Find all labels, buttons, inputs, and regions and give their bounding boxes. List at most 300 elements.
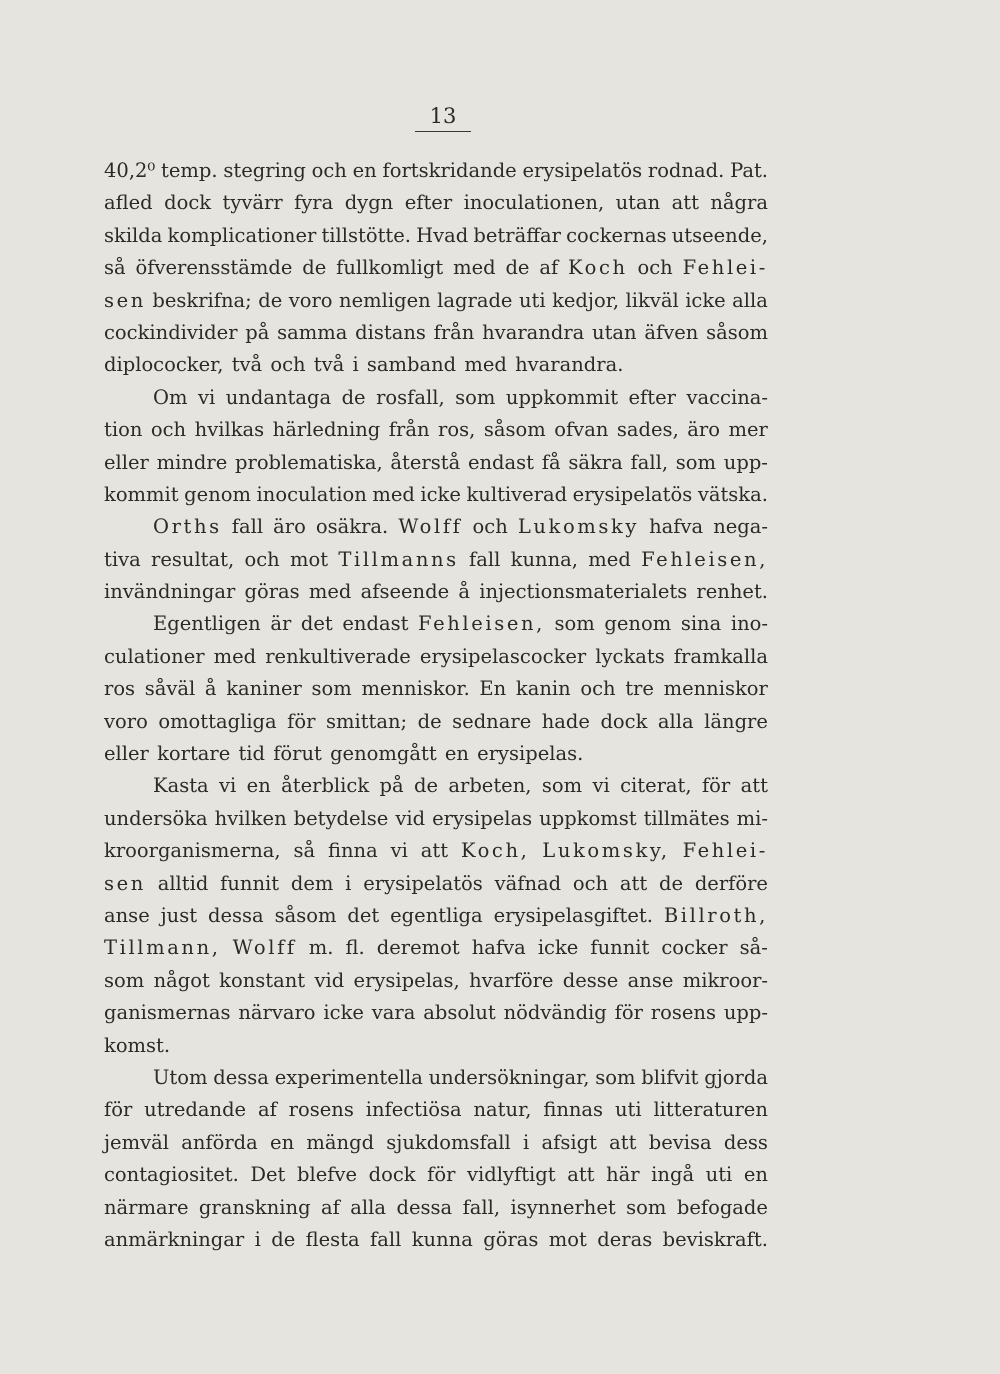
text-line	[104, 1030, 768, 1062]
word: alltid	[157, 871, 209, 895]
word: sednare	[452, 709, 532, 733]
word: Koch,	[460, 839, 530, 863]
text-line	[104, 900, 768, 932]
word: hvarandra	[482, 320, 585, 344]
word: en	[444, 742, 469, 766]
word: mot	[548, 1227, 587, 1251]
word: mot	[290, 547, 329, 571]
word: icke	[420, 482, 461, 506]
word: som	[311, 677, 352, 701]
word: fall,	[462, 1195, 501, 1219]
word: kunna	[411, 1227, 473, 1251]
word: längre	[704, 709, 768, 733]
word: från	[388, 418, 430, 442]
word: contagiositet.	[104, 1163, 239, 1187]
word: en	[246, 774, 271, 798]
word: kaniner	[226, 677, 302, 701]
word: af	[539, 256, 559, 280]
word: de	[271, 1227, 296, 1251]
text-line	[104, 414, 768, 446]
word: såsom	[706, 320, 768, 344]
word: erysipelas.	[477, 742, 584, 766]
word: härledning	[272, 418, 381, 442]
word: afled	[104, 191, 153, 215]
word: sen	[104, 871, 146, 895]
word: fyra	[294, 191, 334, 215]
word: att	[619, 871, 648, 895]
word: dessa	[396, 1195, 453, 1219]
text-line	[104, 511, 768, 543]
word: för	[287, 709, 316, 733]
word: funnit	[590, 936, 650, 960]
word: fall	[469, 547, 501, 571]
word: ros	[104, 677, 136, 701]
word: närvaro	[238, 1001, 316, 1025]
word: genom	[604, 612, 672, 636]
word: utredande	[144, 1098, 247, 1122]
word: för	[614, 1001, 643, 1025]
word: undersöka	[104, 806, 208, 830]
word: de	[417, 709, 442, 733]
word: uti	[614, 1098, 642, 1122]
word: göras	[483, 1227, 539, 1251]
word: blifvit	[641, 1065, 699, 1089]
text-line	[104, 608, 768, 640]
word: på	[379, 774, 404, 798]
word: med	[464, 353, 507, 377]
word: voro	[104, 709, 148, 733]
word: anse	[104, 903, 150, 927]
word: för	[701, 774, 731, 798]
word: arbeten,	[448, 774, 532, 798]
word: dess	[723, 1130, 768, 1154]
word: cocker	[661, 936, 728, 960]
word: sjukdomsfall	[386, 1130, 511, 1154]
word: mer	[728, 418, 768, 442]
word: Om	[153, 385, 188, 409]
word: eller	[104, 450, 149, 474]
word: dock	[164, 191, 212, 215]
word: uti	[518, 288, 546, 312]
word: Hvad	[416, 223, 469, 247]
word: två	[313, 353, 345, 377]
word: beträffar	[473, 223, 561, 247]
word: fortskridande	[382, 159, 517, 182]
word: å	[458, 580, 470, 604]
word: som	[455, 385, 496, 409]
word: komst.	[104, 1033, 171, 1057]
word: injectionsmaterialets	[479, 580, 688, 604]
word: Det	[250, 1163, 286, 1187]
word: dock	[600, 709, 648, 733]
word: kunna,	[510, 547, 578, 571]
word: som	[595, 1065, 636, 1089]
word: tion	[104, 418, 143, 442]
word: icke	[537, 936, 579, 960]
word: som	[104, 968, 145, 992]
word: nödvändig	[503, 1001, 607, 1025]
text-line	[104, 252, 768, 284]
word: Lukomsky	[517, 515, 640, 539]
word: som	[554, 612, 595, 636]
text-line	[104, 997, 768, 1029]
word: så	[293, 839, 316, 863]
word: efter	[628, 385, 676, 409]
word: fall	[231, 515, 264, 539]
word: erysipelatös	[522, 159, 643, 182]
word: afsigt	[541, 1130, 597, 1154]
word: eller	[104, 742, 149, 766]
word: isynnerhet	[510, 1195, 616, 1219]
word: rosens	[288, 1098, 354, 1122]
word: här	[606, 1163, 640, 1187]
word: samma	[277, 320, 348, 344]
word: är	[270, 612, 292, 636]
word: betydelse	[293, 806, 389, 830]
word: sen	[104, 288, 146, 312]
word: göras	[244, 580, 300, 604]
word: ros,	[438, 418, 476, 442]
word: Fehleisen,	[641, 547, 768, 571]
word: på	[245, 320, 270, 344]
word: beskrifna;	[152, 288, 252, 312]
word: vid	[395, 806, 426, 830]
word: nega-	[713, 515, 768, 539]
word: som	[675, 450, 717, 474]
word: Tillmann,	[104, 936, 221, 960]
word: culationer	[104, 644, 205, 668]
word: tid	[238, 742, 266, 766]
word: natur,	[473, 1098, 532, 1122]
text-line	[104, 479, 768, 511]
text-line	[104, 155, 768, 187]
body-text	[104, 155, 768, 1256]
word: de	[413, 774, 439, 798]
word: vaccina-	[686, 385, 768, 409]
word: erysipelas,	[353, 968, 460, 992]
word: för	[427, 1163, 456, 1187]
word: vidlyftigt	[467, 1163, 556, 1187]
word: uppkommit	[505, 385, 619, 409]
word: som	[541, 774, 583, 798]
word: de	[258, 288, 283, 312]
word: ino-	[730, 612, 768, 636]
word: rosens	[650, 1001, 716, 1025]
word: undersökningar,	[428, 1065, 590, 1089]
word: likväl	[625, 288, 679, 312]
word: utan	[592, 320, 637, 344]
word: få	[541, 450, 561, 474]
word: problematiska,	[235, 450, 383, 474]
word: Fehleisen,	[418, 612, 545, 636]
word: mängd	[306, 1130, 375, 1154]
text-line	[104, 835, 768, 867]
word: egentliga	[390, 903, 483, 927]
word: och	[572, 871, 609, 895]
word: hvilken	[214, 806, 287, 830]
word: fall	[370, 1227, 402, 1251]
word: renhet.	[696, 580, 768, 604]
word: sades,	[616, 418, 679, 442]
word: Tillmanns	[338, 547, 459, 571]
word: sina	[680, 612, 722, 636]
word: mindre	[156, 450, 228, 474]
word: att	[609, 1130, 637, 1154]
word: osäkra.	[315, 515, 389, 539]
word: fl.	[345, 936, 365, 960]
word: något	[153, 968, 210, 992]
word: kedjor,	[552, 288, 620, 312]
word: fall,	[630, 450, 669, 474]
word: vara	[371, 1001, 416, 1025]
word: Wolff	[398, 515, 463, 539]
word: dygn	[344, 191, 394, 215]
text-line	[104, 868, 768, 900]
word: ofvan	[554, 418, 609, 442]
word: distans	[355, 320, 426, 344]
word: att	[420, 839, 449, 863]
word: och	[244, 547, 280, 571]
word: stegring	[223, 159, 306, 182]
word: endast	[467, 450, 535, 474]
word: Koch	[568, 256, 628, 280]
word: menniskor.	[361, 677, 470, 701]
word: med	[453, 256, 496, 280]
word: det	[300, 612, 333, 636]
word: undantaga	[225, 385, 332, 409]
text-line	[104, 706, 768, 738]
word: tre	[625, 677, 654, 701]
text-line	[104, 641, 768, 673]
word: och	[150, 418, 187, 442]
word: kanin	[515, 677, 571, 701]
word: vi	[592, 774, 610, 798]
word: En	[479, 677, 507, 701]
word: kultiverad	[466, 482, 568, 506]
word: skilda	[104, 223, 163, 247]
word: samband	[366, 353, 457, 377]
word: de	[659, 871, 684, 895]
word: absolut	[423, 1001, 496, 1025]
word: upp-	[723, 1001, 768, 1025]
word: och	[472, 515, 508, 539]
word: erysipelasgiftet.	[493, 903, 653, 927]
word: Billroth,	[663, 903, 768, 927]
word: diplococker,	[104, 353, 224, 377]
text-line	[104, 1094, 768, 1126]
word: erysipelas	[432, 806, 533, 830]
word: i	[523, 1130, 530, 1154]
word: Fehlei-	[682, 839, 768, 863]
word: så-	[739, 936, 768, 960]
word: tyvärr	[222, 191, 283, 215]
word: med	[372, 482, 415, 506]
word: det	[347, 903, 380, 927]
word: infectiösa	[365, 1098, 462, 1122]
word: de	[505, 256, 530, 280]
text-line	[104, 349, 768, 381]
word: äro	[687, 418, 720, 442]
word: cockindivider	[104, 320, 238, 344]
word: äfven	[644, 320, 699, 344]
text-line	[104, 187, 768, 219]
word: voro	[288, 288, 333, 312]
word: Kasta	[153, 774, 209, 798]
word: återblick	[281, 774, 370, 798]
word: flesta	[305, 1227, 360, 1251]
word: cockernas	[566, 223, 667, 247]
word: Utom	[153, 1065, 208, 1089]
word: genomgått	[330, 742, 437, 766]
word: experimentella	[274, 1065, 423, 1089]
text-line	[104, 770, 768, 802]
word: vätska.	[697, 482, 768, 506]
word: närmare	[104, 1195, 189, 1219]
text-line	[104, 1062, 768, 1094]
word: de	[341, 385, 366, 409]
word: bevisa	[648, 1130, 712, 1154]
word: såväl	[144, 677, 196, 701]
word: granskning	[198, 1195, 311, 1219]
word: att	[567, 1163, 595, 1187]
word: hvarandra.	[515, 353, 624, 377]
word: citerat,	[620, 774, 692, 798]
word: uppkomst	[539, 806, 637, 830]
word: och	[311, 159, 347, 182]
word: afseende	[360, 580, 450, 604]
word: säkra	[568, 450, 623, 474]
word: Lukomsky,	[542, 839, 670, 863]
word: jemväl	[104, 1130, 169, 1154]
word: erysipelatös	[363, 871, 483, 895]
word: erysipelascocker	[419, 644, 587, 668]
word: gjorda	[704, 1065, 768, 1089]
word: vid	[314, 968, 345, 992]
word: derföre	[694, 871, 768, 895]
word: dessa	[208, 903, 264, 927]
word: rosfall,	[376, 385, 445, 409]
word: mi-	[736, 806, 768, 830]
word: som	[626, 1195, 667, 1219]
text-line	[104, 382, 768, 414]
word: befogade	[676, 1195, 768, 1219]
word: ganismernas	[104, 1001, 231, 1025]
word: Wolff	[232, 936, 297, 960]
text-line	[104, 965, 768, 997]
word: ingå	[651, 1163, 695, 1187]
word: såsom	[483, 418, 546, 442]
word: Fehlei-	[682, 256, 768, 280]
word: i	[352, 353, 359, 377]
word: efter	[404, 191, 453, 215]
word: för	[104, 1098, 133, 1122]
word: icke	[685, 288, 726, 312]
word: utan	[615, 191, 661, 215]
text-line	[104, 738, 768, 770]
text-line	[104, 932, 768, 964]
text-line	[104, 544, 768, 576]
word: att	[671, 191, 699, 215]
text-line	[104, 1159, 768, 1191]
word: finnas	[543, 1098, 604, 1122]
text-line	[104, 576, 768, 608]
text-line	[104, 803, 768, 835]
word: rodnad.	[647, 159, 725, 182]
word: lagrade	[437, 288, 513, 312]
word: i	[345, 871, 352, 895]
word: från	[433, 320, 475, 344]
word: af	[257, 1098, 277, 1122]
word: hafva	[649, 515, 704, 539]
word: icke	[323, 1001, 364, 1025]
word: genom	[184, 482, 251, 506]
word: hvilkas	[194, 418, 265, 442]
word: blefve	[296, 1163, 358, 1187]
word: å	[204, 677, 217, 701]
word: kroorganismerna,	[104, 839, 281, 863]
word: litteraturen	[653, 1098, 768, 1122]
word: dessa	[213, 1065, 269, 1089]
word: kommit	[104, 482, 179, 506]
word: tiva	[104, 547, 141, 571]
text-line	[104, 317, 768, 349]
text-line	[104, 1192, 768, 1224]
word: förut	[273, 742, 322, 766]
word: lyckats	[595, 644, 665, 668]
word: smittan;	[325, 709, 408, 733]
word: vi	[219, 774, 237, 798]
word: deremot	[376, 936, 460, 960]
word: två	[231, 353, 263, 377]
word: de	[302, 256, 327, 280]
word: temp.	[161, 159, 218, 182]
word: äro	[273, 515, 306, 539]
word: så	[104, 256, 126, 280]
page-number: 13	[415, 104, 471, 132]
text-line	[104, 220, 768, 252]
word: inoculation	[256, 482, 367, 506]
word: konstant	[219, 968, 306, 992]
word: fullkomligt	[336, 256, 444, 280]
word: Orths	[153, 515, 222, 539]
word: dock	[368, 1163, 416, 1187]
word: hade	[541, 709, 590, 733]
word: hafva	[471, 936, 526, 960]
text-line	[104, 673, 768, 705]
word: upp-	[723, 450, 768, 474]
word: anmärkningar	[104, 1227, 245, 1251]
word: invändningar	[104, 580, 236, 604]
word: vi	[197, 385, 216, 409]
word: och	[637, 256, 673, 280]
word: menniskor	[663, 677, 768, 701]
word: att	[740, 774, 768, 798]
word: öfverensstämde	[135, 256, 293, 280]
word: desse	[562, 968, 619, 992]
word: en	[270, 1130, 295, 1154]
word: utseende,	[671, 223, 768, 247]
word: finna	[327, 839, 378, 863]
word: anförda	[181, 1130, 258, 1154]
word: Egentligen	[153, 612, 261, 636]
word: omottagliga	[158, 709, 277, 733]
word: resultat,	[151, 547, 235, 571]
word: endast	[342, 612, 409, 636]
word: uti	[705, 1163, 733, 1187]
word: 40,2⁰	[104, 159, 156, 182]
word: just	[160, 903, 198, 927]
word: tillstötte.	[321, 223, 411, 247]
